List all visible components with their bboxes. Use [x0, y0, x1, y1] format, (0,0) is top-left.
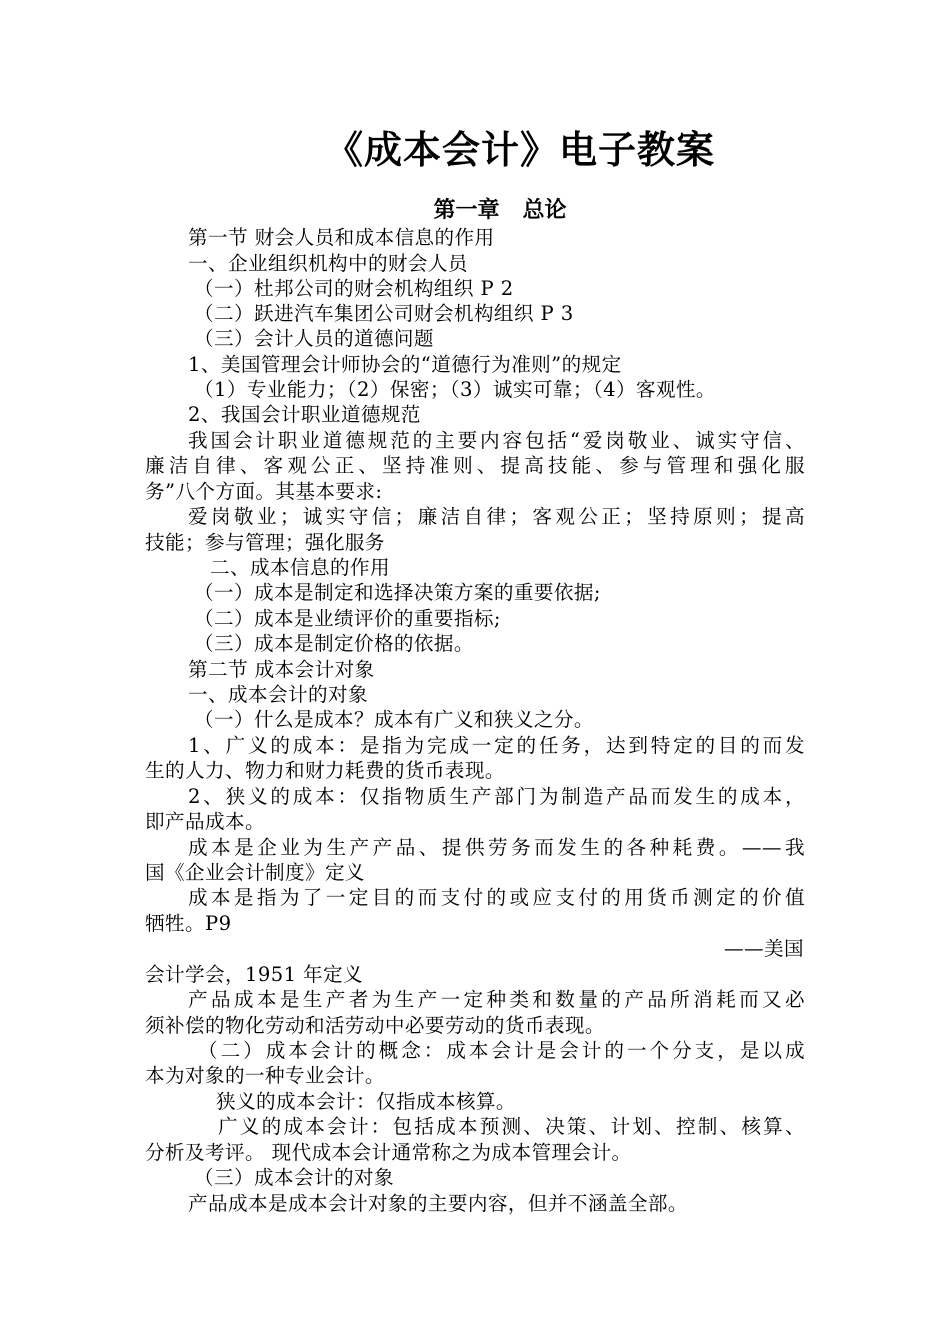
paragraph-line: 牺牲。P9: [145, 912, 232, 935]
text-line: （1）专业能力；（2）保密；（3）诚实可靠；（4）客观性。: [194, 378, 716, 401]
paragraph-line: 须补偿的物化劳动和活劳动中必要劳动的货币表现。: [145, 1014, 605, 1037]
text-line: （一）成本是制定和选择决策方案的重要依据;: [194, 581, 601, 604]
paragraph-line: 我国会计职业道德规范的主要内容包括“爱岗敬业、诚实守信、: [188, 429, 805, 452]
paragraph-line: 产品成本是生产者为生产一定种类和数量的产品所消耗而又必: [188, 988, 805, 1011]
paragraph-line: 技能；参与管理；强化服务: [145, 531, 385, 554]
paragraph-line: 成本是指为了一定目的而支付的或应支付的用货币测定的价值: [188, 886, 805, 909]
subsection-heading: 一、企业组织机构中的财会人员: [188, 252, 468, 275]
paragraph-line: 1、广义的成本：是指为完成一定的任务，达到特定的目的而发: [188, 734, 805, 757]
section-heading: 第一节 财会人员和成本信息的作用: [188, 226, 495, 249]
paragraph-line: 廉洁自律、客观公正、坚持准则、提高技能、参与管理和强化服: [145, 454, 805, 477]
paragraph-line: 务”八个方面。其基本要求:: [145, 480, 383, 503]
document-title: 《成本会计》电子教案: [324, 128, 715, 172]
text-line: （一）杜邦公司的财会机构组织 P 2: [194, 277, 514, 300]
text-line: （一）什么是成本？成本有广义和狭义之分。: [194, 708, 594, 731]
subsection-heading: 二、成本信息的作用: [210, 556, 390, 579]
text-line: 1、美国管理会计师协会的“道德行为准则”的规定: [188, 353, 622, 376]
chapter-heading: 第一章 总论: [433, 198, 567, 223]
section-heading: 第二节 成本会计对象: [188, 658, 375, 681]
paragraph-line: 即产品成本。: [145, 810, 265, 833]
subsection-heading: 一、成本会计的对象: [188, 683, 368, 706]
attribution-line: ——美国: [724, 937, 804, 960]
paragraph-line: 产品成本是成本会计对象的主要内容，但并不涵盖全部。: [188, 1192, 688, 1215]
text-line: 2、我国会计职业道德规范: [188, 403, 421, 426]
subsection-heading: （三）成本会计的对象: [194, 1166, 394, 1189]
paragraph-line: 2、狭义的成本：仅指物质生产部门为制造产品而发生的成本，: [188, 785, 805, 808]
paragraph-line: （二）成本会计的概念：成本会计是会计的一个分支，是以成: [198, 1039, 805, 1062]
text-line: （二）跃进汽车集团公司财会机构组织 P 3: [194, 302, 574, 325]
paragraph-line: 广义的成本会计：包括成本预测、决策、计划、控制、核算、: [218, 1115, 805, 1138]
paragraph-line: 爱岗敬业；诚实守信；廉洁自律；客观公正；坚持原则；提高: [188, 505, 805, 528]
paragraph-line: 分析及考评。 现代成本会计通常称之为成本管理会计。: [145, 1141, 632, 1164]
attribution-line: 会计学会，1951 年定义: [145, 963, 364, 986]
paragraph-line: 狭义的成本会计：仅指成本核算。: [216, 1090, 516, 1113]
paragraph-line: 国《企业会计制度》定义: [145, 861, 365, 884]
paragraph-line: 本为对象的一种专业会计。: [145, 1064, 385, 1087]
text-line: （三）成本是制定价格的依据。: [194, 632, 474, 655]
text-line: （三）会计人员的道德问题: [194, 327, 434, 350]
text-line: （二）成本是业绩评价的重要指标;: [194, 607, 501, 630]
paragraph-line: 成本是企业为生产产品、提供劳务而发生的各种耗费。——我: [188, 836, 805, 859]
paragraph-line: 生的人力、物力和财力耗费的货币表现。: [145, 759, 505, 782]
